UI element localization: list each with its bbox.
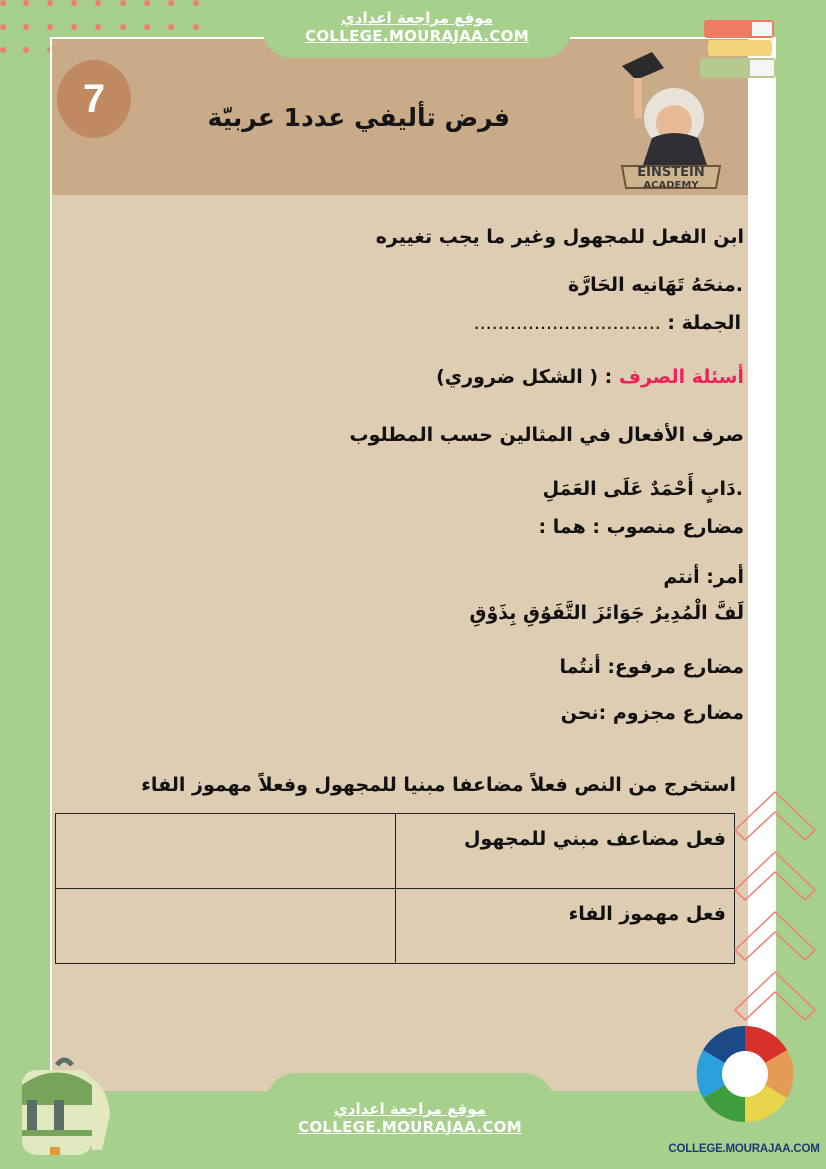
task-2: أمر: أنتم [663, 566, 744, 588]
answer-table [55, 813, 735, 964]
answer-line [474, 312, 741, 334]
exam-number-badge: 7 [57, 60, 131, 138]
table-cell-label: فعل مهموز الفاء [396, 889, 735, 964]
example-1: .دَابٍ أَحْمَدٌ عَلَى العَمَلِ [542, 478, 743, 500]
heading-highlight: أسئلة الصرف [618, 366, 744, 388]
site-banner-bottom [265, 1073, 555, 1169]
instruction-conjugate: صرف الأفعال في المثالين حسب المطلوب [349, 424, 744, 446]
instruction-passive: ابن الفعل للمجهول وغير ما يجب تغييره [375, 226, 744, 248]
site-name-link[interactable]: موقع مراجعة اعدادي [334, 1100, 486, 1118]
example-2: لَفَّ الْمُدِيرُ جَوَائزَ التَّفَوُقِ بِذَوْقِ [469, 602, 744, 624]
section-heading-morphology [436, 366, 744, 388]
chevron-decoration-icon [733, 790, 823, 1030]
table-cell-answer[interactable] [56, 889, 396, 964]
school-subjects-wheel-logo [695, 1022, 795, 1137]
backpack-illustration [12, 1055, 112, 1165]
site-url-link[interactable]: COLLEGE.MOURAJAA.COM [298, 1118, 522, 1136]
site-name-link[interactable]: موقع مراجعة اعدادي [341, 9, 493, 27]
books-illustration [700, 10, 780, 95]
answer-blank[interactable]: ............................... [473, 312, 661, 334]
heading-rest: : ( الشكل ضروري) [436, 366, 619, 388]
table-cell-answer[interactable] [56, 814, 396, 889]
task-3: مضارع مرفوع: أنتُما [559, 656, 744, 678]
task-4: مضارع مجزوم :نحن [560, 702, 744, 724]
site-url-link[interactable]: COLLEGE.MOURAJAA.COM [305, 27, 529, 45]
answer-label: الجملة : [667, 312, 741, 334]
page-title: فرض تأليفي عدد1 عربيّة [207, 103, 510, 132]
svg-text:ACADEMY: ACADEMY [643, 180, 699, 191]
wheel-caption: COLLEGE.MOURAJAA.COM [668, 1143, 820, 1155]
instruction-extract: استخرج من النص فعلاً مضاعفا مبنيا للمجهول وفعلاً مهموز الفاء [141, 774, 736, 796]
table-row [56, 889, 735, 964]
table-row [56, 814, 735, 889]
svg-text:EINSTEIN: EINSTEIN [637, 165, 705, 180]
sentence-example: .منحَهُ تَهَانيه الحَارَّة [567, 274, 743, 296]
task-1: مضارع منصوب : هما : [538, 516, 744, 538]
site-banner-top [262, 0, 572, 58]
table-cell-label: فعل مضاعف مبني للمجهول [396, 814, 735, 889]
